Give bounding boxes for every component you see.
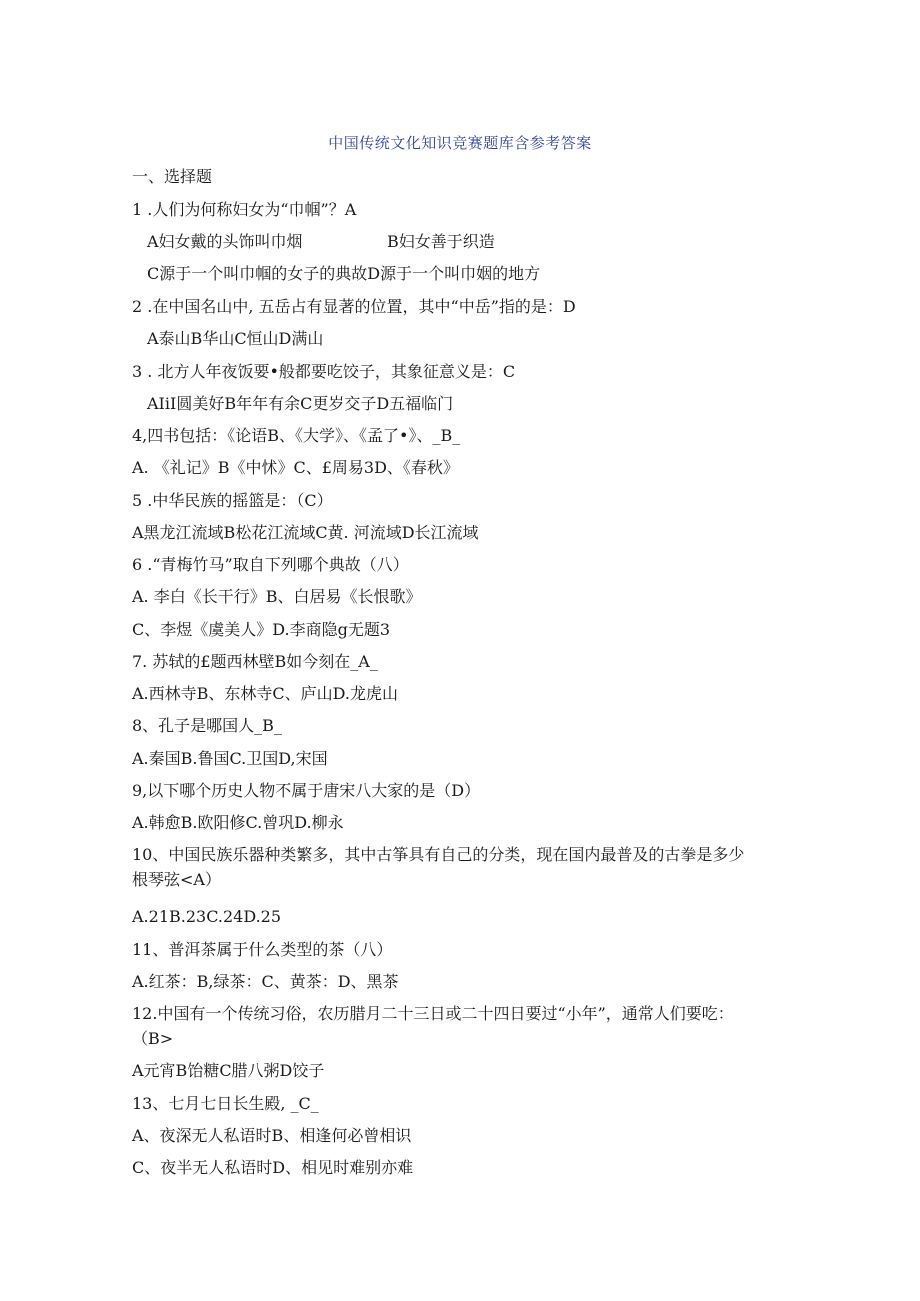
question-13-options-ab: A、夜深无人私语时B、相逢何必曾相识 (132, 1126, 412, 1145)
question-12-continued: （B> (132, 1029, 174, 1048)
question-12: 12.中国有一个传统习俗，农历腊月二十三日或二十四日要过“小年”，通常人们要吃： (132, 1004, 734, 1023)
question-4-options: A. 《礼记》B《中怵》C、£周易3D、《春秋》 (132, 458, 459, 477)
question-3-options: AIiI圆美好B年年有余C更岁交子D五福临门 (147, 394, 454, 413)
section-heading: 一、选择题 (132, 167, 213, 186)
question-3: 3 . 北方人年夜饭要•般都要吃饺子，其象征意义是：C (132, 362, 516, 381)
question-4: 4,四书包括：《论语B、《大学》、《孟了•》、_B_ (132, 426, 461, 445)
question-11: 11、普洱茶属于什么类型的茶（八） (132, 940, 393, 959)
question-11-options: A.红茶：B,绿茶：C、黄茶：D、黑茶 (132, 972, 399, 991)
question-8-options: A.秦国B.鲁国C.卫国D,宋国 (132, 749, 328, 768)
question-7: 7. 苏轼的£题西林壁B如今刻在_A_ (132, 652, 378, 671)
question-13: 13、七月七日长生殿, _C_ (132, 1094, 319, 1113)
question-2: 2 .在中国名山中, 五岳占有显著的位置，其中“中岳”指的是：D (132, 297, 576, 316)
question-10-options: A.21B.23C.24D.25 (132, 907, 282, 926)
question-9: 9,以下哪个历史人物不属于唐宋八大家的是（D） (132, 781, 481, 800)
question-10: 10、中国民族乐器种类繁多，其中古筝具有自己的分类，现在国内最普及的古拳是多少 (132, 845, 745, 864)
question-1-options-cd: C源于一个叫巾帼的女子的典故D源于一个叫巾姻的地方 (147, 264, 541, 283)
question-1-option-a: A妇女戴的头饰叫巾烟 (147, 232, 303, 251)
question-7-options: A.西林寺B、东林寺C、庐山D.龙虎山 (132, 684, 398, 703)
question-5-options: A黑龙江流域B松花江流域C黄. 河流域D长江流域 (132, 523, 479, 542)
question-8: 8、孔子是哪国人_B_ (132, 716, 282, 735)
question-6-options-ab: A. 李白《长干行》B、白居易《长恨歌》 (132, 587, 422, 606)
question-9-options: A.韩愈B.欧阳修C.曾巩D.柳永 (132, 813, 344, 832)
question-1-option-b: B妇女善于织造 (387, 232, 495, 251)
question-6: 6 .“青梅竹马”取自下列哪个典故（八） (132, 555, 409, 574)
question-13-options-cd: C、夜半无人私语时D、相见时难别亦难 (132, 1158, 414, 1177)
question-2-options: A泰山B华山C恒山D满山 (147, 329, 324, 348)
question-1: 1 .人们为何称妇女为“巾帼”？A (132, 200, 357, 219)
question-5: 5 .中华民族的摇篮是：（C） (132, 491, 333, 510)
document-title: 中国传统文化知识竞赛题库含参考答案 (328, 134, 592, 152)
question-10-continued: 根琴弦<A） (132, 870, 221, 889)
question-6-options-cd: C、李煜《虞美人》D.李商隐g无题3 (132, 620, 391, 639)
question-12-options: A元宵B饴糖C腊八粥D饺子 (132, 1061, 325, 1080)
